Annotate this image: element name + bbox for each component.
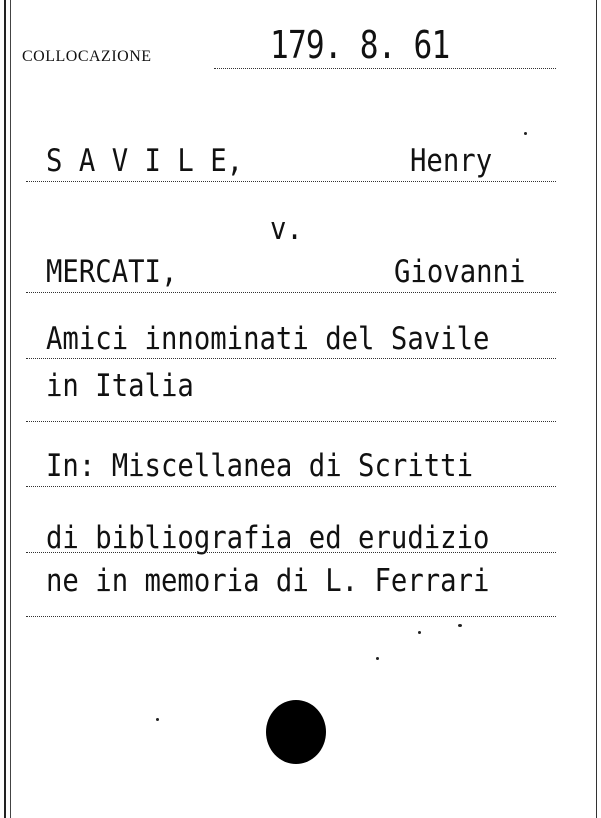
ink-speck bbox=[376, 657, 379, 660]
card-left-edge bbox=[4, 0, 11, 818]
collocazione-value: 179. 8. 61 bbox=[270, 23, 450, 67]
ink-speck bbox=[524, 132, 527, 135]
title-line-1: Amici innominati del Savile bbox=[46, 321, 490, 357]
source-line-2: di bibliografia ed erudizio bbox=[46, 520, 490, 556]
source-rule-1 bbox=[26, 486, 556, 487]
author-surname: S A V I L E, bbox=[46, 143, 244, 179]
author-given-name: Henry bbox=[410, 143, 493, 179]
collocazione-rule bbox=[214, 68, 556, 69]
title-line-2: in Italia bbox=[46, 368, 194, 404]
card-right-edge bbox=[596, 0, 600, 818]
source-rule-2 bbox=[26, 552, 556, 553]
ink-speck bbox=[458, 624, 462, 627]
source-line-3: ne in memoria di L. Ferrari bbox=[46, 563, 490, 599]
subject-given-name: Giovanni bbox=[394, 254, 526, 290]
title-rule-1 bbox=[26, 358, 556, 359]
source-rule-3 bbox=[26, 616, 556, 617]
subject-surname: MERCATI, bbox=[46, 254, 178, 290]
versus-mark: v. bbox=[270, 211, 303, 247]
source-line-1: In: Miscellanea di Scritti bbox=[46, 448, 474, 484]
title-rule-2 bbox=[26, 421, 556, 422]
ink-speck bbox=[156, 718, 159, 721]
author-rule bbox=[26, 181, 556, 182]
collocazione-label: COLLOCAZIONE bbox=[22, 48, 152, 65]
card-punch-hole bbox=[266, 700, 326, 764]
ink-speck bbox=[418, 631, 421, 634]
subject-rule bbox=[26, 292, 556, 293]
